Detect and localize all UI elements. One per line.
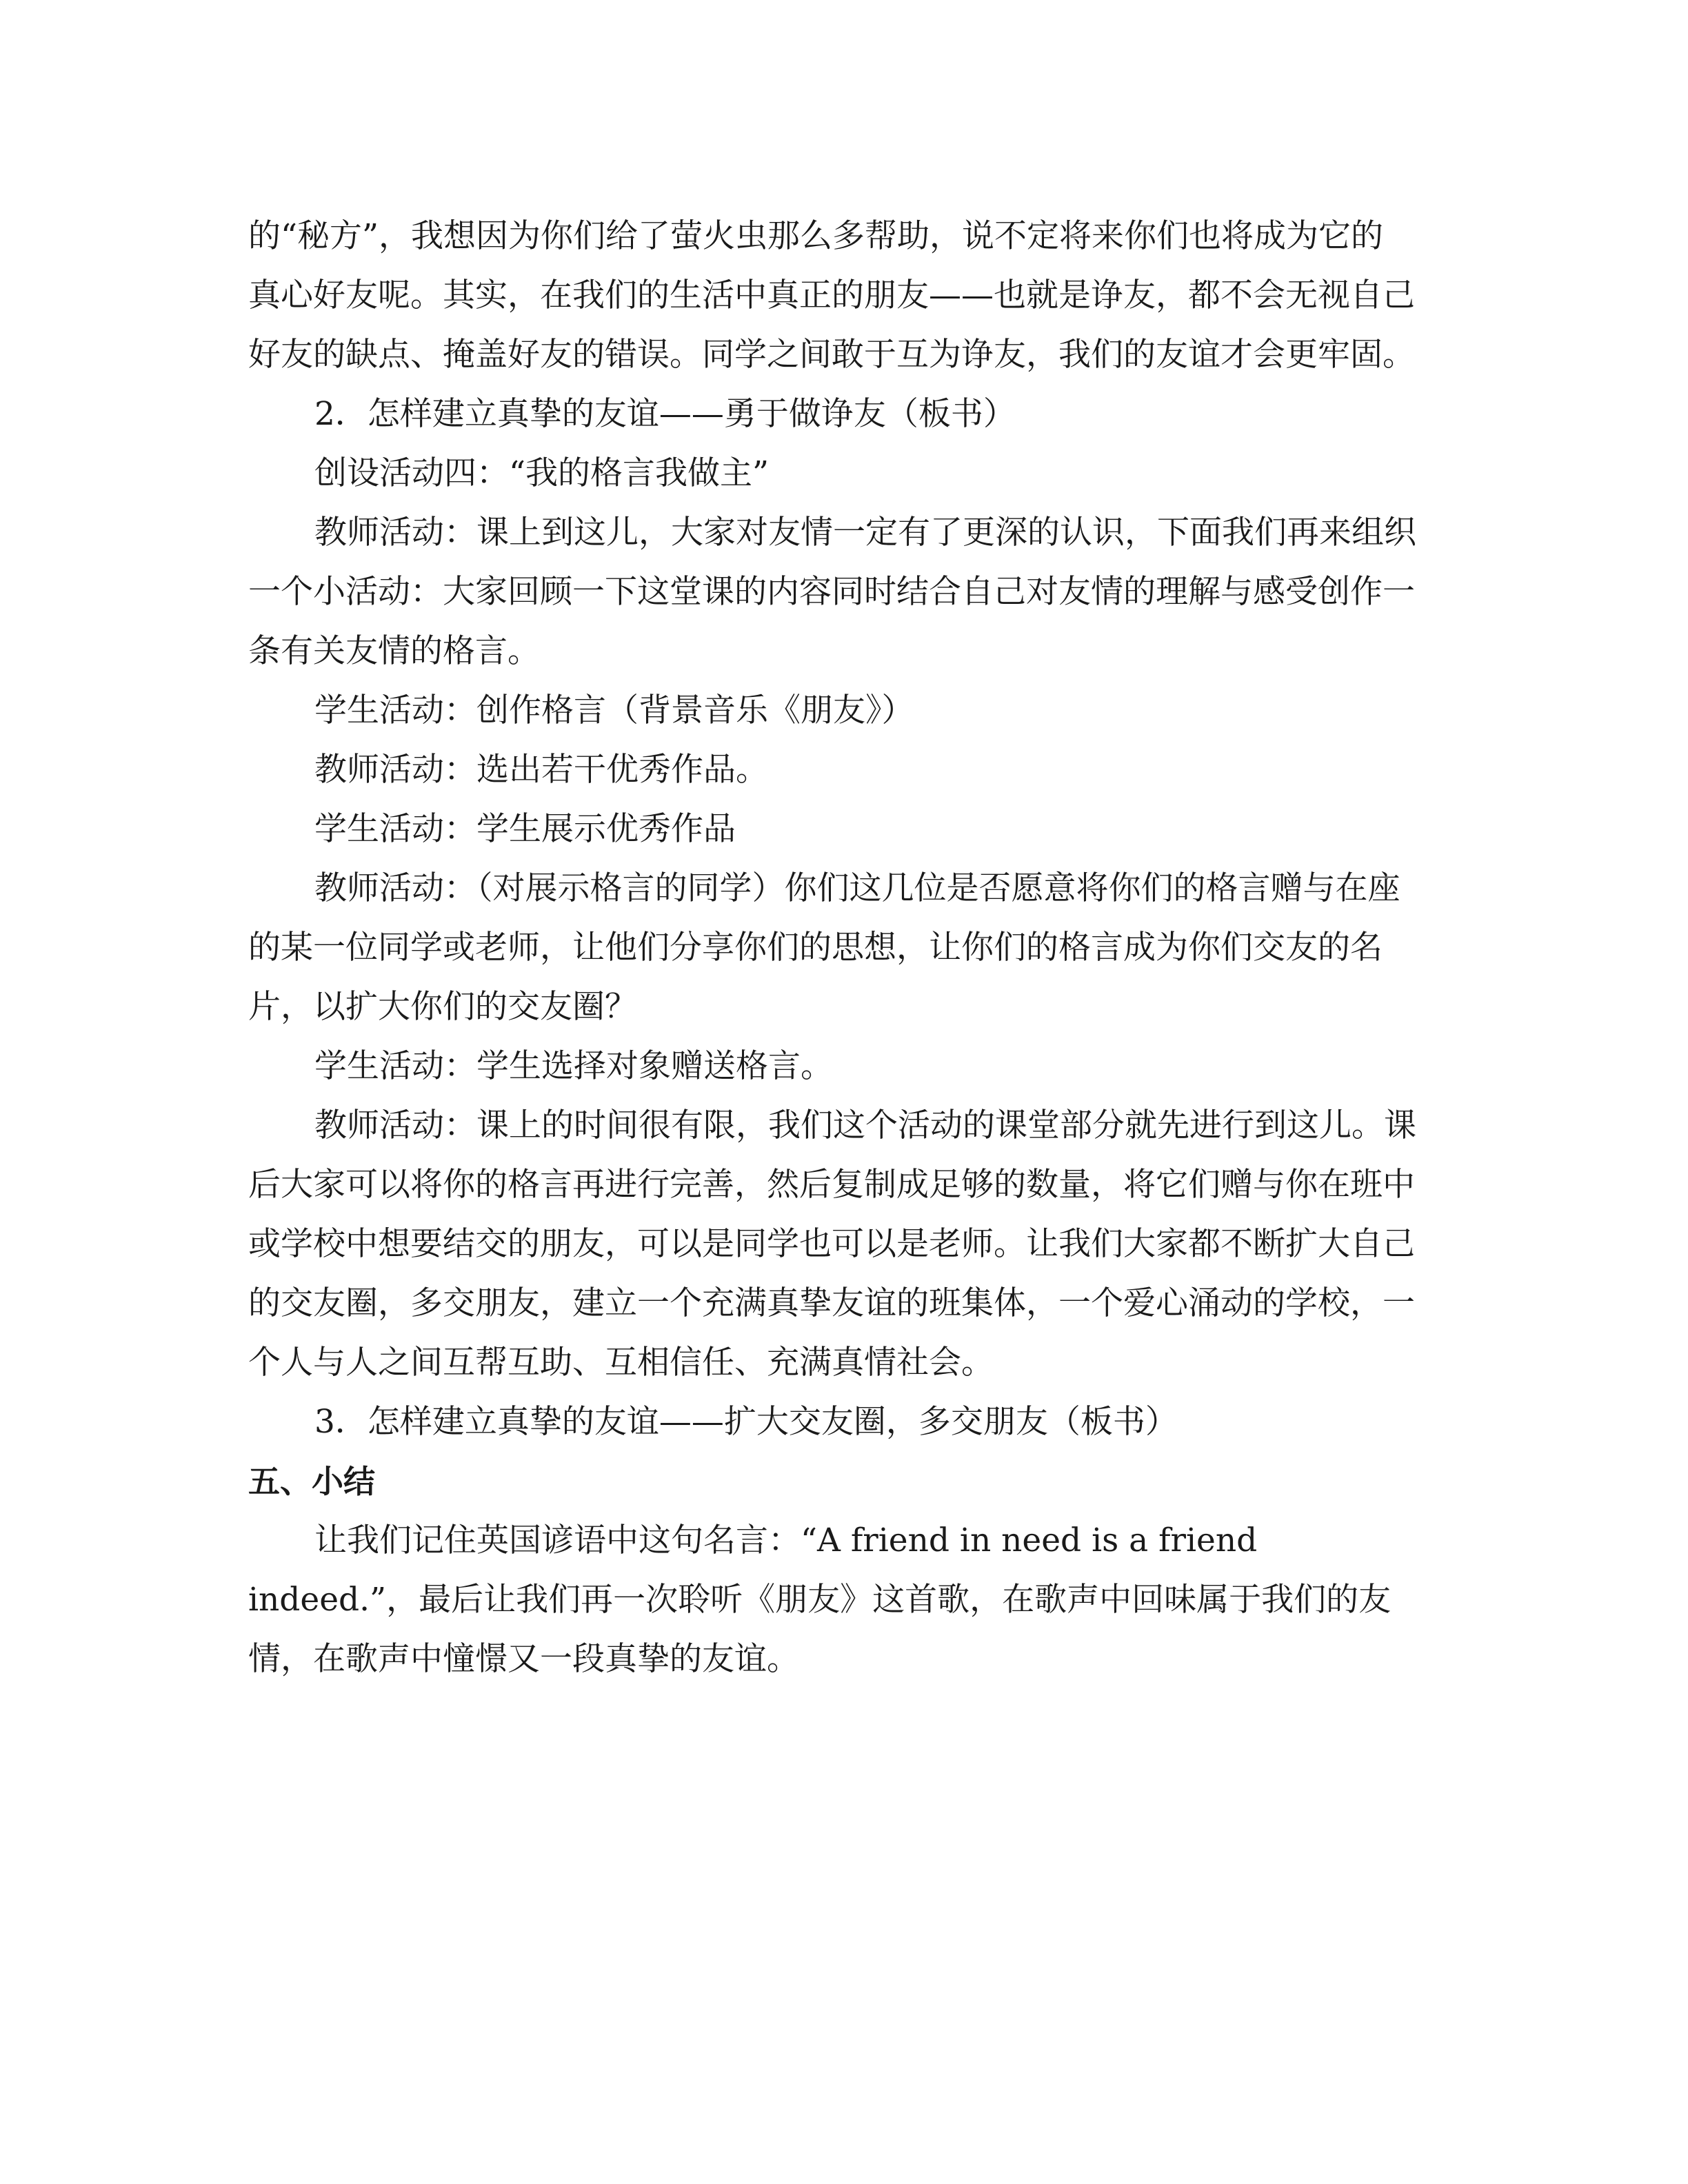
paragraph-line: 让我们记住英国谚语中这句名言：“A friend in need is a friend — [314, 1521, 1258, 1559]
paragraph-line: 一个小活动：大家回顾一下这堂课的内容同时结合自己对友情的理解与感受创作一 — [248, 573, 1415, 611]
activity-title: 创设活动四：“我的格言我做主” — [314, 454, 770, 492]
paragraph-line: indeed.”，最后让我们再一次聆听《朋友》这首歌，在歌声中回味属于我们的友 — [248, 1581, 1391, 1619]
paragraph-line: 学生活动：学生选择对象赠送格言。 — [314, 1047, 833, 1085]
section-point-3: 3．怎样建立真挚的友谊——扩大交友圈，多交朋友（板书） — [314, 1403, 1178, 1441]
paragraph-line: 条有关友情的格言。 — [248, 632, 540, 670]
section-heading-summary: 五、小结 — [248, 1463, 375, 1500]
paragraph-line: 好友的缺点、掩盖好友的错误。同学之间敢于互为诤友，我们的友谊才会更牢固。 — [248, 336, 1415, 374]
paragraph-line: 学生活动：创作格言（背景音乐《朋友》） — [314, 691, 914, 729]
paragraph-line: 个人与人之间互帮互助、互相信任、充满真情社会。 — [248, 1344, 994, 1382]
paragraph-line: 的“秘方”，我想因为你们给了萤火虫那么多帮助，说不定将来你们也将成为它的 — [248, 217, 1384, 255]
paragraph-line: 后大家可以将你的格言再进行完善，然后复制成足够的数量，将它们赠与你在班中 — [248, 1166, 1415, 1204]
paragraph-line: 教师活动：课上的时间很有限，我们这个活动的课堂部分就先进行到这儿。课 — [314, 1106, 1416, 1144]
section-point-2: 2．怎样建立真挚的友谊——勇于做诤友（板书） — [314, 395, 1016, 433]
paragraph-line: 学生活动：学生展示优秀作品 — [314, 810, 736, 848]
paragraph-line: 的某一位同学或老师，让他们分享你们的思想，让你们的格言成为你们交友的名 — [248, 929, 1383, 967]
paragraph-line: 片，以扩大你们的交友圈？ — [248, 988, 637, 1026]
document-page — [248, 207, 1440, 1689]
paragraph-line: 教师活动：（对展示格言的同学）你们这几位是否愿意将你们的格言赠与在座 — [314, 869, 1400, 907]
paragraph-line: 情，在歌声中憧憬又一段真挚的友谊。 — [248, 1640, 799, 1678]
paragraph-line: 的交友圈，多交朋友，建立一个充满真挚友谊的班集体，一个爱心涌动的学校，一 — [248, 1284, 1415, 1322]
paragraph-line: 教师活动：课上到这儿，大家对友情一定有了更深的认识，下面我们再来组织 — [314, 514, 1416, 552]
paragraph-line: 教师活动：选出若干优秀作品。 — [314, 751, 768, 789]
paragraph-line: 或学校中想要结交的朋友，可以是同学也可以是老师。让我们大家都不断扩大自己 — [248, 1225, 1415, 1263]
paragraph-line: 真心好友呢。其实，在我们的生活中真正的朋友——也就是诤友，都不会无视自己 — [248, 276, 1415, 314]
